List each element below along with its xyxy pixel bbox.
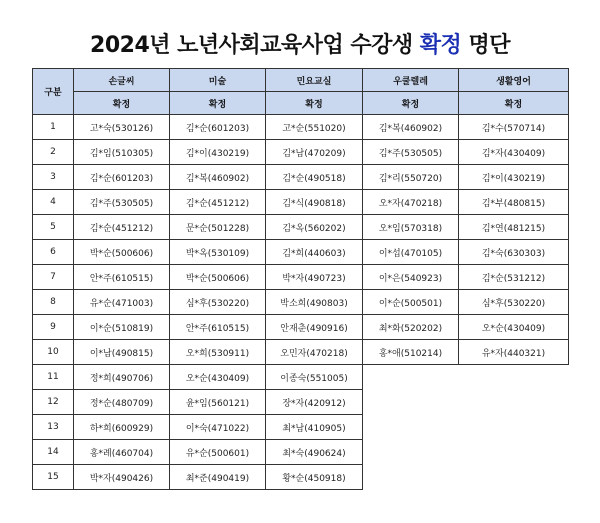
table-row [33, 340, 569, 365]
student-cell: 김*순(490518) [266, 165, 363, 190]
student-cell: 박*순(500606) [170, 265, 266, 290]
table-row [33, 240, 569, 265]
student-cell: 김*부(480815) [459, 190, 569, 215]
row-number: 11 [33, 365, 74, 390]
header-course-4: 우쿨렐레 [363, 69, 459, 92]
student-cell: 안*주(610515) [74, 265, 170, 290]
student-cell: 김*순(601203) [74, 165, 170, 190]
student-cell: 박소희(490803) [266, 290, 363, 315]
student-cell: 오*희(530911) [170, 340, 266, 365]
student-cell: 유*순(500601) [170, 440, 266, 465]
student-cell: 오민자(470218) [266, 340, 363, 365]
empty-cell [459, 465, 569, 490]
student-cell: 홍*례(460704) [74, 440, 170, 465]
table-row [33, 290, 569, 315]
empty-cell [459, 440, 569, 465]
table-row [33, 415, 569, 440]
table-row [33, 465, 569, 490]
row-number: 10 [33, 340, 74, 365]
title-suffix: 명단 [461, 33, 510, 58]
student-cell: 심*후(530220) [459, 290, 569, 315]
student-cell: 김*주(530505) [363, 140, 459, 165]
student-cell: 심*후(530220) [170, 290, 266, 315]
student-cell: 이*순(500501) [363, 290, 459, 315]
student-cell: 김*주(530505) [74, 190, 170, 215]
student-cell: 김*순(451212) [170, 190, 266, 215]
title-prefix: 2024년 노년사회교육사업 수강생 [90, 33, 420, 58]
student-cell: 최*숙(490624) [266, 440, 363, 465]
student-cell: 유*순(471003) [74, 290, 170, 315]
student-cell: 이*남(490815) [74, 340, 170, 365]
header-course-1: 손글씨 [74, 69, 170, 92]
student-cell: 오*순(430409) [459, 315, 569, 340]
student-cell: 문*순(501228) [170, 215, 266, 240]
student-cell: 김*순(531212) [459, 265, 569, 290]
student-cell: 김*복(460902) [363, 115, 459, 140]
student-cell: 박*자(490723) [266, 265, 363, 290]
table-row [33, 190, 569, 215]
header-status-2: 확정 [170, 92, 266, 115]
row-number: 7 [33, 265, 74, 290]
row-number: 3 [33, 165, 74, 190]
enrollment-table [32, 68, 569, 490]
student-cell: 김*식(490818) [266, 190, 363, 215]
student-cell: 이*순(510819) [74, 315, 170, 340]
student-cell: 김*희(440603) [266, 240, 363, 265]
student-cell: 장*자(420912) [266, 390, 363, 415]
student-cell: 김*연(481215) [459, 215, 569, 240]
row-number: 2 [33, 140, 74, 165]
student-cell: 유*자(440321) [459, 340, 569, 365]
student-cell: 김*리(550720) [363, 165, 459, 190]
table-row [33, 315, 569, 340]
row-number: 9 [33, 315, 74, 340]
student-cell: 박*옥(530109) [170, 240, 266, 265]
student-cell: 김*숙(630303) [459, 240, 569, 265]
student-cell: 고*숙(530126) [74, 115, 170, 140]
row-number: 15 [33, 465, 74, 490]
student-cell: 최*남(410905) [266, 415, 363, 440]
student-cell: 김*수(570714) [459, 115, 569, 140]
student-cell: 박*순(500606) [74, 240, 170, 265]
table-row [33, 215, 569, 240]
header-course-3: 민요교실 [266, 69, 363, 92]
table-row [33, 265, 569, 290]
student-cell: 이*섭(470105) [363, 240, 459, 265]
row-number: 14 [33, 440, 74, 465]
student-cell: 박*자(490426) [74, 465, 170, 490]
empty-cell [363, 440, 459, 465]
header-status-5: 확정 [459, 92, 569, 115]
row-number: 13 [33, 415, 74, 440]
header-row-course [33, 69, 569, 92]
student-cell: 황*순(450918) [266, 465, 363, 490]
table-row [33, 165, 569, 190]
table-row [33, 365, 569, 390]
student-cell: 김*순(601203) [170, 115, 266, 140]
student-cell: 정*순(480709) [74, 390, 170, 415]
student-cell: 김*옥(560202) [266, 215, 363, 240]
student-cell: 고*순(551020) [266, 115, 363, 140]
student-cell: 김*이(430219) [170, 140, 266, 165]
student-cell: 이*숙(471022) [170, 415, 266, 440]
row-number: 6 [33, 240, 74, 265]
student-cell: 이종숙(551005) [266, 365, 363, 390]
student-cell: 김*임(510305) [74, 140, 170, 165]
student-cell: 하*희(600929) [74, 415, 170, 440]
student-cell: 김*복(460902) [170, 165, 266, 190]
student-cell: 홍*애(510214) [363, 340, 459, 365]
table-row [33, 115, 569, 140]
table-row [33, 390, 569, 415]
header-row-status [33, 92, 569, 115]
student-cell: 최*준(490419) [170, 465, 266, 490]
student-cell: 최*화(520202) [363, 315, 459, 340]
table-row [33, 140, 569, 165]
student-cell: 윤*임(560121) [170, 390, 266, 415]
header-course-2: 미술 [170, 69, 266, 92]
empty-cell [363, 465, 459, 490]
header-status-4: 확정 [363, 92, 459, 115]
empty-cell [363, 415, 459, 440]
student-cell: 안재춘(490916) [266, 315, 363, 340]
empty-cell [459, 390, 569, 415]
row-number: 4 [33, 190, 74, 215]
table-body [33, 115, 569, 490]
header-status-1: 확정 [74, 92, 170, 115]
empty-cell [363, 390, 459, 415]
student-cell: 안*주(610515) [170, 315, 266, 340]
empty-cell [459, 365, 569, 390]
student-cell: 김*자(430409) [459, 140, 569, 165]
header-division: 구분 [33, 69, 74, 115]
header-status-3: 확정 [266, 92, 363, 115]
page-title [0, 28, 600, 59]
student-cell: 김*남(470209) [266, 140, 363, 165]
student-cell: 오*순(430409) [170, 365, 266, 390]
row-number: 8 [33, 290, 74, 315]
student-cell: 오*자(470218) [363, 190, 459, 215]
student-cell: 김*순(451212) [74, 215, 170, 240]
table-row [33, 440, 569, 465]
row-number: 12 [33, 390, 74, 415]
student-cell: 정*희(490706) [74, 365, 170, 390]
student-cell: 김*이(430219) [459, 165, 569, 190]
student-cell: 오*임(570318) [363, 215, 459, 240]
student-cell: 이*은(540923) [363, 265, 459, 290]
empty-cell [363, 365, 459, 390]
row-number: 1 [33, 115, 74, 140]
title-accent: 확정 [419, 33, 462, 58]
header-course-5: 생활영어 [459, 69, 569, 92]
empty-cell [459, 415, 569, 440]
row-number: 5 [33, 215, 74, 240]
